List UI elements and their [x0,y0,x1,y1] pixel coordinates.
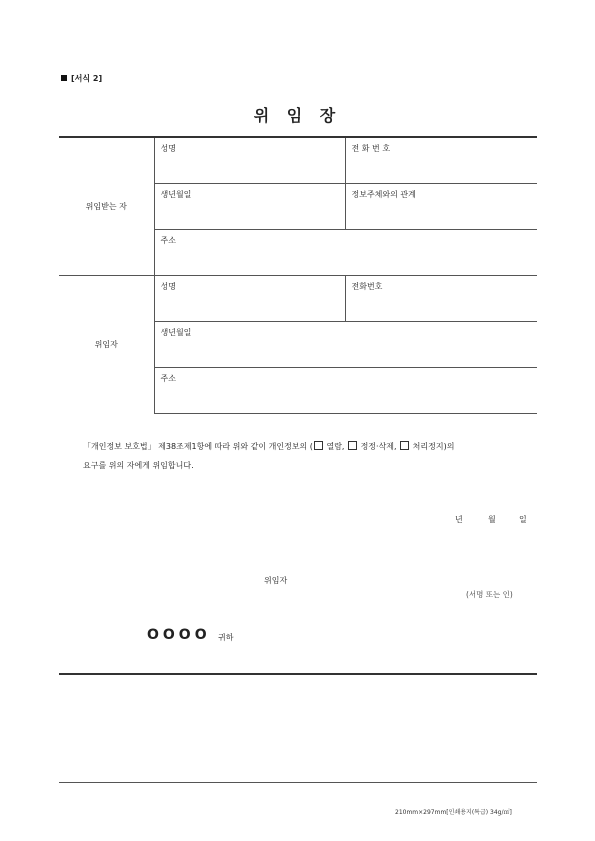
suspend-processing-checkbox[interactable] [400,441,409,450]
addressee-name: OOOO [147,627,211,643]
delegation-statement: 「개인정보 보호법」 제38조제1항에 따라 위와 같이 개인정보의 ( 열람, 정정·삭제, 처리정지)의 요구를 위의 자에게 위임합니다. [83,442,455,470]
delegator-name-field[interactable] [154,275,345,321]
delegator-phone-field[interactable] [345,275,537,321]
square-bullet-icon [61,75,67,81]
delegator-address-label: 주소 [160,373,176,383]
delegator-birth-label: 생년월일 [160,327,192,337]
addressee-suffix: 귀하 [218,633,234,642]
paper-spec-footer: 210mm×297mm[인쇄용지(특급) 34g/㎡] [395,809,512,816]
delegate-address-field[interactable] [154,229,537,275]
delegate-relation-label: 정보주체와의 관계 [351,189,416,199]
view-checkbox[interactable] [314,441,323,450]
date-year: 년 [455,515,463,524]
delegator-sign-label: 위임자 [264,576,288,585]
divider-thick [59,673,537,675]
signature-note: (서명 또는 인) [466,590,513,599]
delegate-birth-label: 생년월일 [160,189,192,199]
delegator-address-field[interactable] [154,367,537,413]
delegator-section-header: 위임자 [59,275,154,413]
date-month: 월 [488,515,496,524]
delegation-form-table [59,136,537,414]
correct-delete-checkbox[interactable] [348,441,357,450]
delegator-birth-field[interactable] [154,321,537,367]
delegator-phone-label: 전화번호 [351,281,383,291]
form-number: [서식 2] [61,73,102,84]
delegate-birth-field[interactable] [154,183,345,229]
delegate-name-label: 성명 [160,144,176,153]
page-title: 위 임 장 [253,106,342,125]
delegator-name-label: 성명 [160,281,176,291]
delegate-relation-field[interactable] [345,183,537,229]
date-day: 일 [519,515,527,524]
delegate-address-label: 주소 [160,235,176,245]
divider-thin [59,782,537,783]
delegate-phone-label: 전 화 번 호 [351,144,391,153]
delegate-name-field[interactable] [154,137,345,183]
delegate-section-header: 위임받는 자 [59,137,154,275]
delegate-phone-field[interactable] [345,137,537,183]
